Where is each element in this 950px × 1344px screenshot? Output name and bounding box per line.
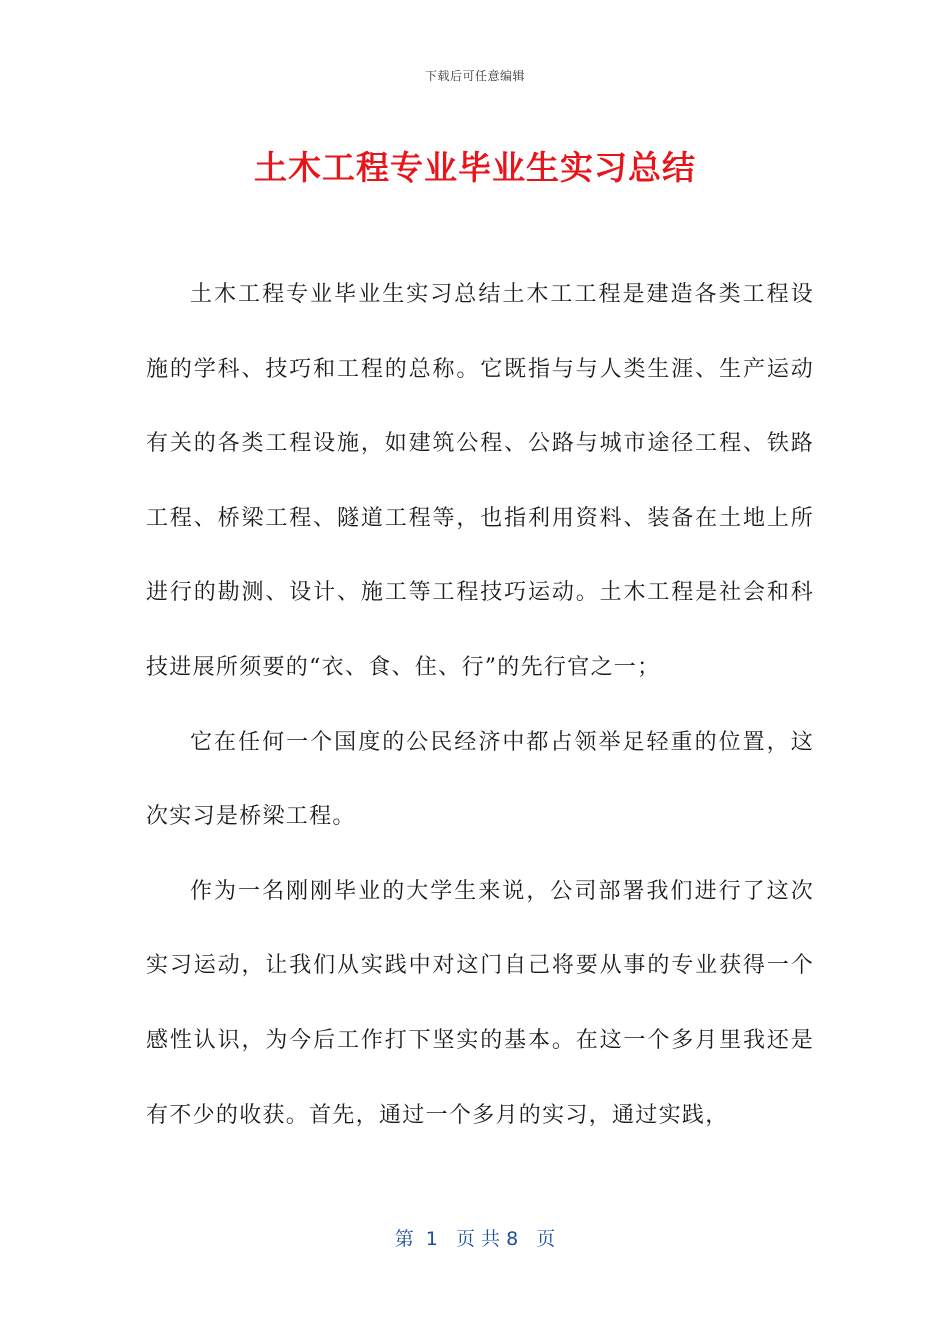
- page-number-footer: 第 1 页 共 8 页: [394, 1228, 556, 1250]
- document-body: [146, 258, 814, 1153]
- header-note: 下载后可任意编辑: [424, 69, 525, 83]
- paragraph-1: 土木工程专业毕业生实习总结土木工工程是建造各类工程设施的学科、技巧和工程的总称。它既指与与人类生涯、生产运动有关的各类工程设施，如建筑公程、公路与城市途径工程、铁路工程、桥梁工程、隧道工程等，也指利用资料、装备在土地上所进行的勘测、设计、施工等工程技巧运动。土木工程是社会和科技进展所须要的“衣、食、住、行”的先行官之一；: [146, 282, 814, 680]
- paragraph-3: 作为一名刚刚毕业的大学生来说，公司部署我们进行了这次实习运动，让我们从实践中对这门自己将要从事的专业获得一个感性认识，为今后工作打下坚实的基本。在这一个多月里我还是有不少的收获。首先，通过一个多月的实习，通过实践，: [146, 878, 814, 1128]
- paragraph-2: 它在任何一个国度的公民经济中都占领举足轻重的位置，这次实习是桥梁工程。: [146, 729, 814, 830]
- document-title: 土木工程专业毕业生实习总结: [254, 148, 696, 187]
